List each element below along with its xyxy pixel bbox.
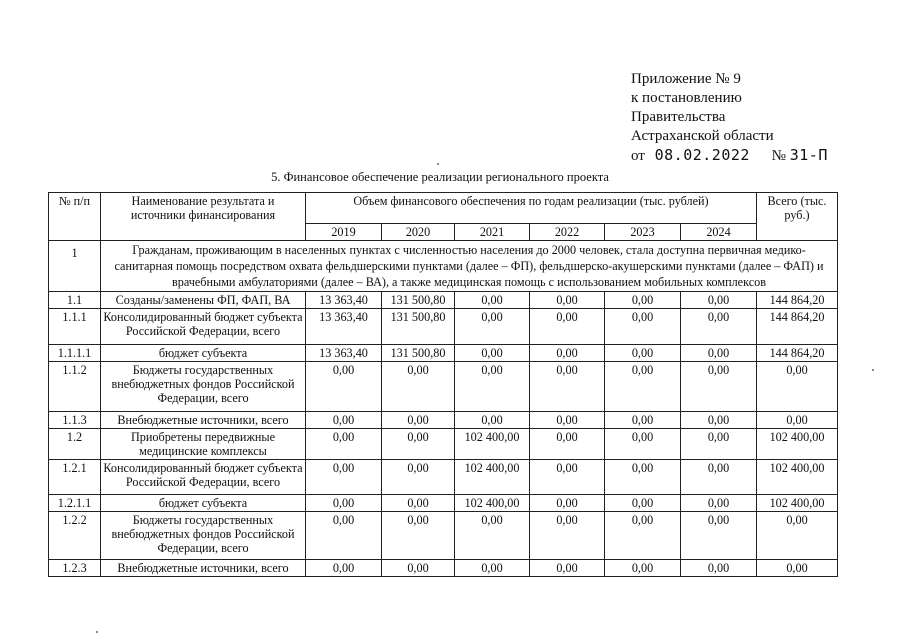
year-value: 0,00 xyxy=(382,412,455,429)
header-volume: Объем финансового обеспечения по годам реализации (тыс. рублей) xyxy=(306,193,757,224)
section-title: 5. Финансовое обеспечение реализации регионального проекта xyxy=(271,170,609,184)
year-value: 0,00 xyxy=(681,362,757,412)
year-value: 102 400,00 xyxy=(455,460,530,495)
table-row xyxy=(49,429,838,460)
section-num: 1 xyxy=(49,241,101,292)
year-header: 2022 xyxy=(530,224,605,241)
year-header: 2024 xyxy=(681,224,757,241)
header-num: № п/п xyxy=(49,193,101,241)
year-value: 0,00 xyxy=(455,345,530,362)
year-value: 0,00 xyxy=(530,412,605,429)
table-row xyxy=(49,460,838,495)
header-row xyxy=(49,193,838,224)
year-value: 0,00 xyxy=(681,512,757,560)
row-number: 1.2 xyxy=(49,429,101,460)
year-value: 0,00 xyxy=(530,560,605,577)
table-row xyxy=(49,560,838,577)
row-number: 1.2.1.1 xyxy=(49,495,101,512)
table-row xyxy=(49,362,838,412)
year-value: 0,00 xyxy=(681,460,757,495)
year-value: 0,00 xyxy=(605,460,681,495)
year-value: 0,00 xyxy=(530,429,605,460)
year-value: 0,00 xyxy=(306,495,382,512)
row-name: Бюджеты государственных внебюджетных фондов Российской Федерации, всего xyxy=(101,362,306,412)
row-name: бюджет субъекта xyxy=(101,345,306,362)
row-number: 1.1.1 xyxy=(49,309,101,345)
row-total: 102 400,00 xyxy=(757,460,838,495)
year-value: 0,00 xyxy=(382,460,455,495)
row-name: Внебюджетные источники, всего xyxy=(101,412,306,429)
row-name: Бюджеты государственных внебюджетных фондов Российской Федерации, всего xyxy=(101,512,306,560)
row-total: 0,00 xyxy=(757,412,838,429)
year-value: 0,00 xyxy=(455,560,530,577)
year-value: 0,00 xyxy=(681,495,757,512)
appendix-block xyxy=(631,70,828,166)
section-row xyxy=(49,241,838,292)
year-value: 131 500,80 xyxy=(382,345,455,362)
year-value: 0,00 xyxy=(605,345,681,362)
year-value: 131 500,80 xyxy=(382,309,455,345)
year-value: 0,00 xyxy=(681,560,757,577)
year-value: 0,00 xyxy=(605,292,681,309)
date-prefix: от xyxy=(631,148,645,164)
row-total: 0,00 xyxy=(757,560,838,577)
year-value: 102 400,00 xyxy=(455,495,530,512)
table-row xyxy=(49,345,838,362)
row-number: 1.2.2 xyxy=(49,512,101,560)
year-value: 131 500,80 xyxy=(382,292,455,309)
row-number: 1.1 xyxy=(49,292,101,309)
year-value: 0,00 xyxy=(530,345,605,362)
appendix-authority: Правительства xyxy=(631,109,726,125)
year-header: 2023 xyxy=(605,224,681,241)
appendix-date-line xyxy=(631,146,828,166)
row-total: 102 400,00 xyxy=(757,429,838,460)
year-value: 0,00 xyxy=(681,309,757,345)
header-total: Всего (тыс. руб.) xyxy=(757,193,838,241)
year-value: 0,00 xyxy=(455,362,530,412)
year-value: 0,00 xyxy=(306,512,382,560)
year-value: 13 363,40 xyxy=(306,292,382,309)
year-value: 0,00 xyxy=(681,345,757,362)
row-number: 1.1.1.1 xyxy=(49,345,101,362)
year-value: 0,00 xyxy=(605,560,681,577)
year-header: 2021 xyxy=(455,224,530,241)
row-total: 0,00 xyxy=(757,362,838,412)
scan-speck xyxy=(437,163,439,165)
year-value: 102 400,00 xyxy=(455,429,530,460)
document-date: 08.02.2022 xyxy=(654,146,750,164)
row-total: 144 864,20 xyxy=(757,309,838,345)
appendix-region: Астраханской области xyxy=(631,128,774,144)
row-total: 102 400,00 xyxy=(757,495,838,512)
year-value: 0,00 xyxy=(306,460,382,495)
appendix-ref: к постановлению xyxy=(631,90,742,106)
year-value: 0,00 xyxy=(306,362,382,412)
table-row xyxy=(49,292,838,309)
row-name: Созданы/заменены ФП, ФАП, ВА xyxy=(101,292,306,309)
financing-table xyxy=(48,192,838,577)
year-value: 0,00 xyxy=(530,362,605,412)
row-name: Консолидированный бюджет субъекта Российской Федерации, всего xyxy=(101,309,306,345)
row-total: 144 864,20 xyxy=(757,292,838,309)
year-value: 0,00 xyxy=(605,429,681,460)
row-number: 1.1.2 xyxy=(49,362,101,412)
appendix-title: Приложение № 9 xyxy=(631,71,741,87)
year-value: 13 363,40 xyxy=(306,345,382,362)
year-value: 0,00 xyxy=(605,495,681,512)
year-value: 13 363,40 xyxy=(306,309,382,345)
row-name: бюджет субъекта xyxy=(101,495,306,512)
year-header: 2019 xyxy=(306,224,382,241)
year-header: 2020 xyxy=(382,224,455,241)
number-prefix: № xyxy=(771,148,786,164)
year-value: 0,00 xyxy=(455,292,530,309)
row-name: Консолидированный бюджет субъекта Российской Федерации, всего xyxy=(101,460,306,495)
year-value: 0,00 xyxy=(306,412,382,429)
year-value: 0,00 xyxy=(382,429,455,460)
year-value: 0,00 xyxy=(306,429,382,460)
table-row xyxy=(49,512,838,560)
year-value: 0,00 xyxy=(530,309,605,345)
year-value: 0,00 xyxy=(382,362,455,412)
table-row xyxy=(49,309,838,345)
row-name: Внебюджетные источники, всего xyxy=(101,560,306,577)
year-value: 0,00 xyxy=(605,362,681,412)
year-value: 0,00 xyxy=(681,412,757,429)
scan-speck xyxy=(96,631,98,633)
section-description: Гражданам, проживающим в населенных пунктах с численностью населения до 2000 человек, стала доступна первичная медико-санитарная помощь посредством охвата фельдшерскими пунктами (далее – ФП), фельдшерско-акушерскими пунктами (далее – ФАП) и врачебными амбулаториями (далее – ВА), а также медицинская помощь с использованием мобильных комплексов xyxy=(101,241,838,292)
year-value: 0,00 xyxy=(530,460,605,495)
row-number: 1.2.3 xyxy=(49,560,101,577)
table-body xyxy=(49,292,838,577)
year-value: 0,00 xyxy=(530,292,605,309)
year-value: 0,00 xyxy=(455,412,530,429)
year-value: 0,00 xyxy=(455,512,530,560)
scan-speck xyxy=(872,369,874,371)
row-total: 0,00 xyxy=(757,512,838,560)
row-total: 144 864,20 xyxy=(757,345,838,362)
year-value: 0,00 xyxy=(382,495,455,512)
year-value: 0,00 xyxy=(605,412,681,429)
table-row xyxy=(49,495,838,512)
table-row xyxy=(49,412,838,429)
year-value: 0,00 xyxy=(382,560,455,577)
row-name: Приобретены передвижные медицинские комплексы xyxy=(101,429,306,460)
year-value: 0,00 xyxy=(382,512,455,560)
year-value: 0,00 xyxy=(605,309,681,345)
year-value: 0,00 xyxy=(530,512,605,560)
year-value: 0,00 xyxy=(306,560,382,577)
document-number: 31-П xyxy=(789,146,828,164)
row-number: 1.1.3 xyxy=(49,412,101,429)
year-value: 0,00 xyxy=(681,292,757,309)
row-number: 1.2.1 xyxy=(49,460,101,495)
year-value: 0,00 xyxy=(530,495,605,512)
header-name: Наименование результата и источники финансирования xyxy=(101,193,306,241)
year-value: 0,00 xyxy=(681,429,757,460)
year-value: 0,00 xyxy=(605,512,681,560)
year-value: 0,00 xyxy=(455,309,530,345)
